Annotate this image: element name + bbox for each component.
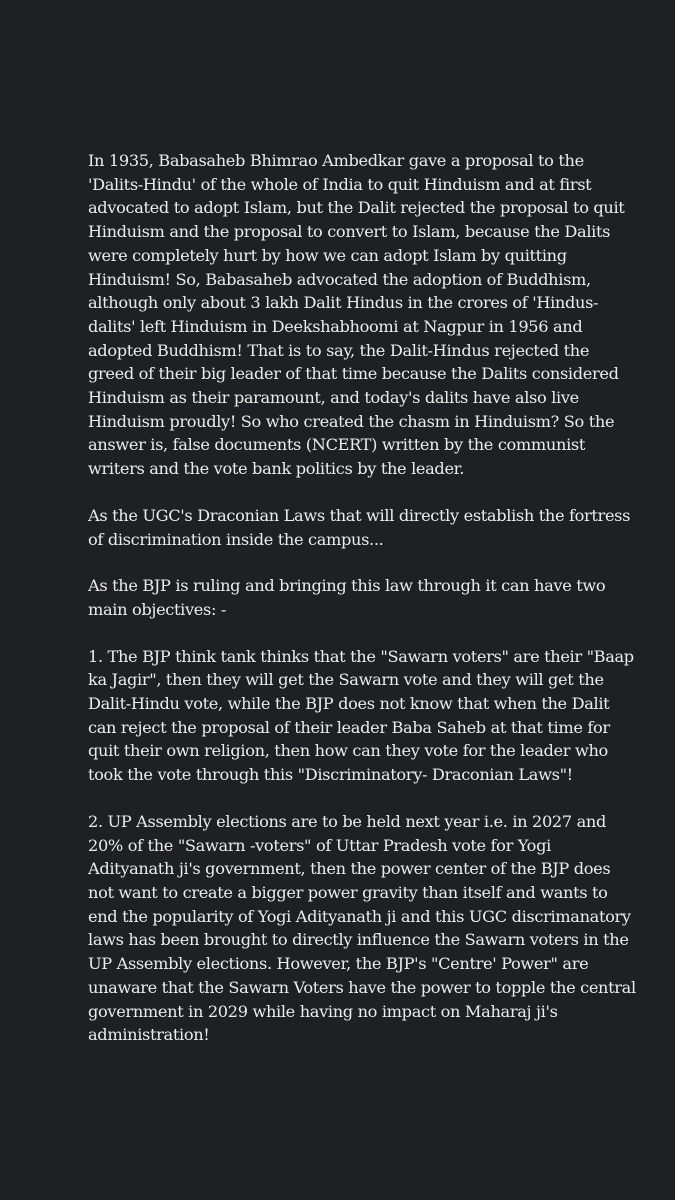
paragraph-bjp-objectives: As the BJP is ruling and bringing this law through it can have two main objectives: -	[88, 576, 606, 619]
paragraph-ugc-laws: As the UGC's Draconian Laws that will directly establish the fortress of discrimination inside the campus...	[88, 505, 631, 549]
paragraph-objective-two: 2. UP Assembly elections are to be held next year i.e. in 2027 and 20% of the "Sawarn -voters" of Uttar Pradesh vote for Yogi Adityanath ji's government, then the power center of the BJP does not want to create a bigger power gravity than itself and wants to end the popularity of Yogi Adityanath ji and this UGC discrimanatory laws has been brought to directly influence the Sawarn voters in the UP Assembly elections. However, the BJP's "Centre' Power" are unaware that the Sawarn Voters have the power to topple the central government in 2029 while having no impact on Maharaj ji's administration!	[88, 811, 636, 1045]
paragraph-ambedkar-history: In 1935, Babasaheb Bhimrao Ambedkar gave a proposal to the 'Dalits-Hindu' of the whole of India to quit Hinduism and at first advocated to adopt Islam, but the Dalit rejected the proposal to quit Hinduism and the proposal to convert to Islam, because the Dalits were completely hurt by how we can adopt Islam by quitting Hinduism! So, Babasaheb advocated the adoption of Buddhism, although only about 3 lakh Dalit Hindus in the crores of 'Hindus-dalits' left Hinduism in Deekshabhoomi at Nagpur in 1956 and adopted Buddhism! That is to say, the Dalit-Hindus rejected the greed of their big leader of that time because the Dalits considered Hinduism as their paramount, and today's dalits have also live Hinduism proudly! So who created the chasm in Hinduism? So the answer is, false documents (NCERT) written by the communist writers and the vote bank politics by the leader.	[88, 151, 625, 479]
paragraph-objective-one: 1. The BJP think tank thinks that the "Sawarn voters" are their "Baap ka Jagir", then they will get the Sawarn vote and they will get the Dalit-Hindu vote, while the BJP does not know that when the Dalit can reject the proposal of their leader Baba Saheb at that time for quit their own religion, then how can they vote for the leader who took the vote through this "Discriminatory- Draconian Laws"!	[88, 646, 634, 785]
